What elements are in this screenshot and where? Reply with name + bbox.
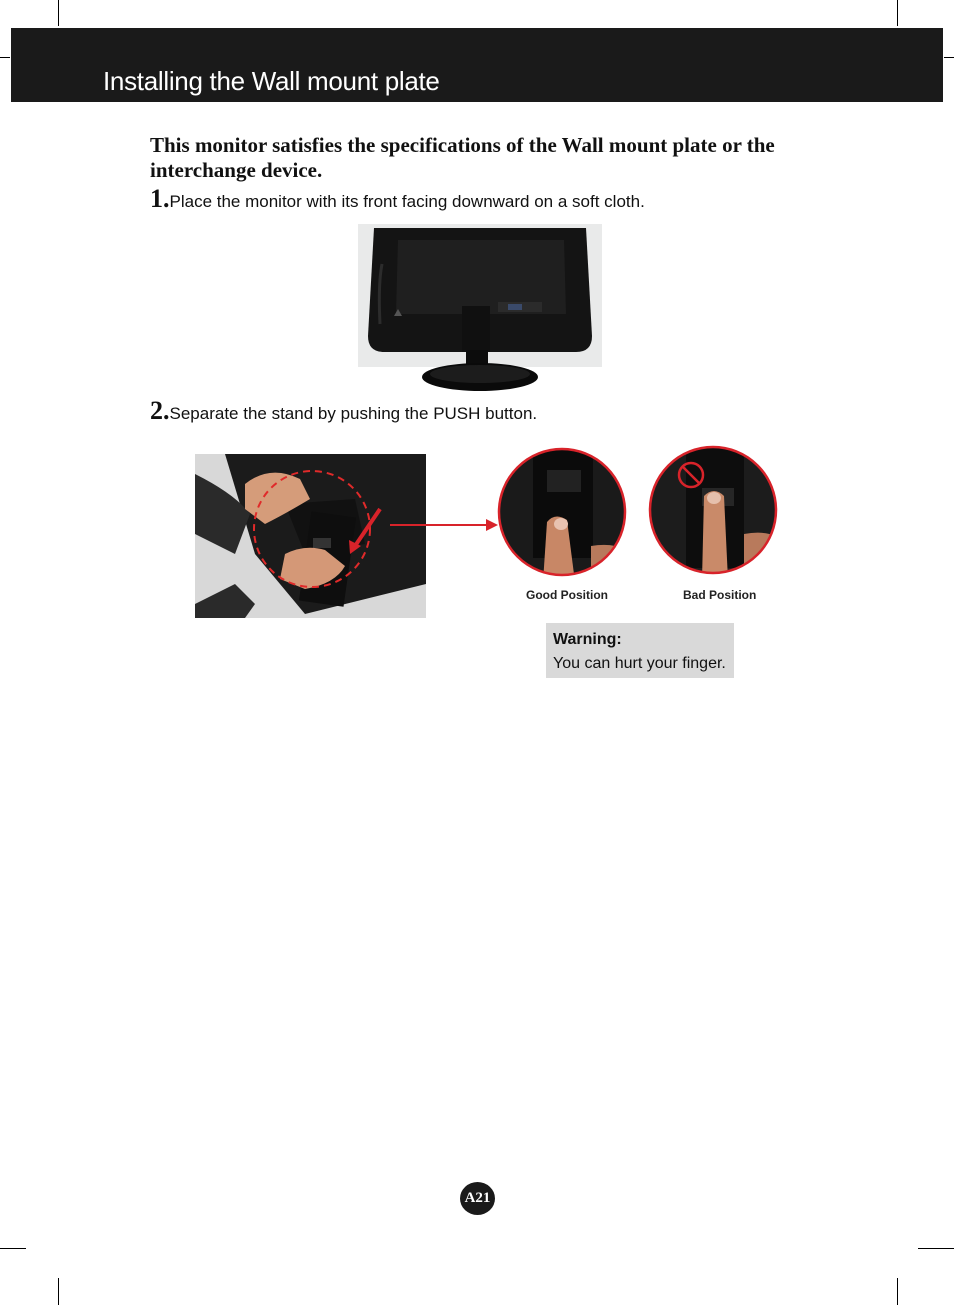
intro-text: This monitor satisfies the specifications of the Wall mount plate or the interchange device. [150,133,775,182]
prohibited-icon [676,460,706,490]
page-title: Installing the Wall mount plate [103,66,440,96]
stand-removal-photo [195,454,426,618]
bad-position-image [646,438,780,580]
crop-mark [58,1278,59,1305]
monitor-back-photo [358,224,602,394]
connector-arrow [390,518,498,532]
step-number: 2. [150,396,170,425]
warning-text: You can hurt your finger. [553,655,726,672]
crop-mark [944,57,954,58]
crop-mark [897,0,898,26]
crop-mark [897,1278,898,1305]
step-text: Place the monitor with its front facing downward on a soft cloth. [169,192,645,211]
crop-mark [918,1248,954,1249]
good-position-label: Good Position [526,588,608,602]
header-bar [11,28,943,102]
good-position-image [495,442,629,582]
warning-box [546,623,734,678]
step-text: Separate the stand by pushing the PUSH button. [169,404,538,423]
warning-title: Warning: [553,631,622,648]
bad-position-label: Bad Position [683,588,757,602]
page-number-badge: A21 [460,1182,495,1215]
crop-mark [0,57,10,58]
step-1 [150,184,645,214]
step-number: 1. [150,184,170,213]
crop-mark [58,0,59,26]
crop-mark [0,1248,26,1249]
step-2 [150,396,537,426]
